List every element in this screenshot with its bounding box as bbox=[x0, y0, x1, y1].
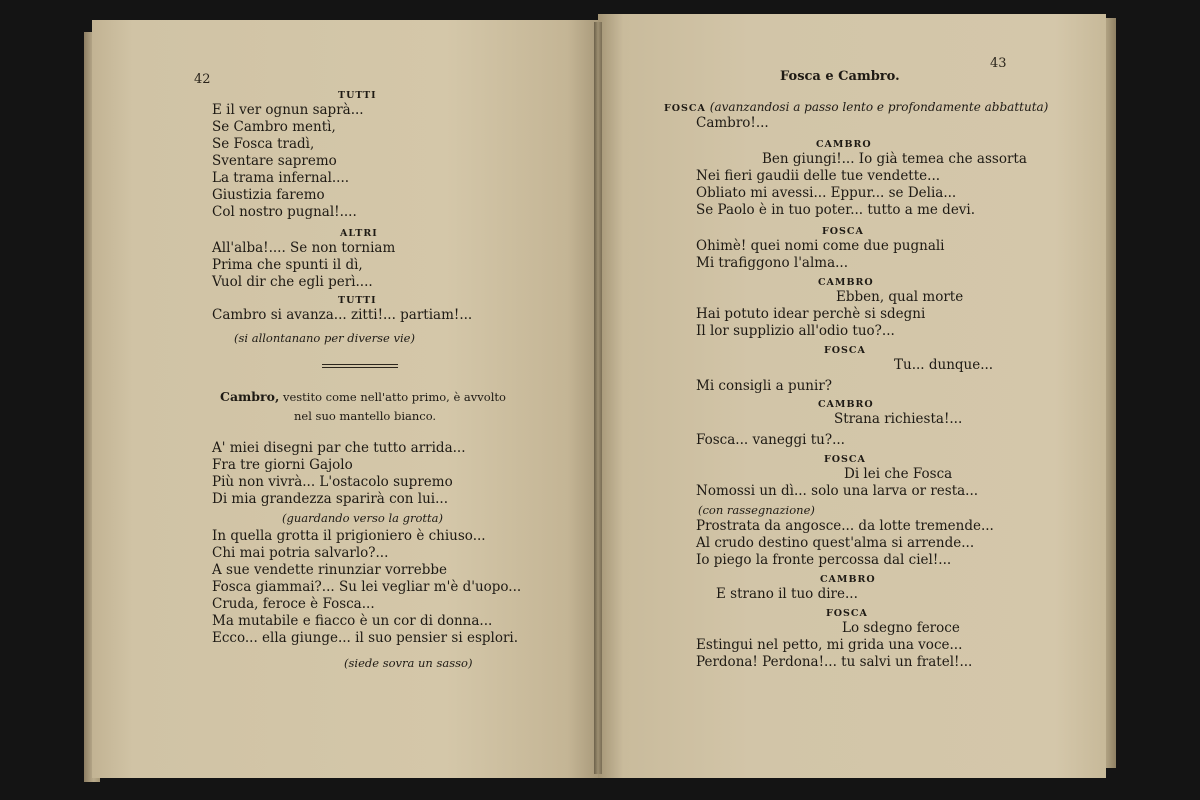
verse-line: A sue vendette rinunziar vorrebbe bbox=[212, 562, 448, 578]
verse-line: Se Fosca tradì, bbox=[212, 136, 315, 152]
section-separator bbox=[212, 364, 592, 370]
speaker-label: CAMBRO bbox=[818, 399, 874, 410]
speaker-label: FOSCA bbox=[824, 345, 866, 356]
verse-line: Ohimè! quei nomi come due pugnali bbox=[696, 238, 945, 254]
verse-line: Mi consigli a punir? bbox=[696, 378, 833, 394]
verse-line: Ebben, qual morte bbox=[836, 289, 964, 305]
verse-line: Tu... dunque... bbox=[894, 357, 994, 373]
verse-line: Fosca giammai?... Su lei vegliar m'è d'uopo... bbox=[212, 579, 522, 595]
verse-line: Prostrata da angosce... da lotte tremende... bbox=[696, 518, 994, 534]
speaker-label: FOSCA bbox=[824, 454, 866, 465]
scene-character: Cambro, bbox=[220, 389, 280, 404]
verse-line: Obliato mi avessi... Eppur... se Delia... bbox=[696, 185, 957, 201]
verse-line: Hai potuto idear perchè si sdegni bbox=[696, 306, 926, 322]
verse-line: Io piego la fronte percossa dal ciel!... bbox=[696, 552, 952, 568]
verse-line: Cruda, feroce è Fosca... bbox=[212, 596, 375, 612]
verse-line: Vuol dir che egli perì.... bbox=[212, 274, 373, 290]
stage-direction: (avanzandosi a passo lento e profondamente abbattuta) bbox=[709, 100, 1049, 114]
verse-line: Più non vivrà... L'ostacolo supremo bbox=[212, 474, 453, 490]
verse-line: Di lei che Fosca bbox=[844, 466, 953, 482]
verse-line: Chi mai potria salvarlo?... bbox=[212, 545, 389, 561]
speaker-label: FOSCA bbox=[826, 608, 868, 619]
verse-line: In quella grotta il prigioniero è chiuso... bbox=[212, 528, 486, 544]
verse-line: Mi trafiggono l'alma... bbox=[696, 255, 849, 271]
verse-line: Perdona! Perdona!... tu salvi un fratel!... bbox=[696, 654, 973, 670]
verse-line: Se Paolo è in tuo poter... tutto a me devi. bbox=[696, 202, 976, 218]
verse-line: A' miei disegni par che tutto arrida... bbox=[212, 440, 466, 456]
verse-line: Fosca... vaneggi tu?... bbox=[696, 432, 845, 448]
verse-line: Nei fieri gaudii delle tue vendette... bbox=[696, 168, 941, 184]
speaker-with-direction bbox=[664, 98, 1084, 115]
stage-direction: (con rassegnazione) bbox=[698, 503, 815, 517]
speaker-label: TUTTI bbox=[338, 295, 377, 306]
verse-line: Cambro!... bbox=[696, 115, 769, 131]
right-page-text bbox=[664, 68, 1084, 671]
verse-line: E strano il tuo dire... bbox=[716, 586, 858, 602]
verse-line: Fra tre giorni Gajolo bbox=[212, 457, 353, 473]
scene-description-line: nel suo mantello bianco. bbox=[294, 409, 437, 423]
verse-line: Cambro si avanza... zitti!... partiam!... bbox=[212, 307, 473, 323]
scene-heading bbox=[220, 388, 592, 408]
speaker-label: CAMBRO bbox=[818, 277, 874, 288]
stage-direction: (si allontanano per diverse vie) bbox=[234, 331, 415, 345]
speaker-label: FOSCA bbox=[822, 226, 864, 237]
page-number: 43 bbox=[990, 56, 1007, 71]
stage-direction: (guardando verso la grotta) bbox=[282, 511, 444, 525]
speaker-label: CAMBRO bbox=[820, 574, 876, 585]
verse-line: All'alba!.... Se non torniam bbox=[212, 240, 396, 256]
left-page-text bbox=[212, 86, 592, 673]
verse-line: Ben giungi!... Io già temea che assorta bbox=[762, 151, 1027, 167]
verse-line: Ma mutabile e fiacco è un cor di donna... bbox=[212, 613, 493, 629]
verse-line: Sventare sapremo bbox=[212, 153, 337, 169]
speaker-label: FOSCA bbox=[664, 103, 706, 114]
scene-description: vestito come nell'atto primo, è avvolto bbox=[282, 390, 506, 404]
verse-line: Lo sdegno feroce bbox=[842, 620, 960, 636]
verse-line: Ecco... ella giunge... il suo pensier si esplori. bbox=[212, 630, 519, 646]
right-page bbox=[598, 14, 1106, 778]
page-number: 42 bbox=[194, 72, 211, 87]
verse-line: Giustizia faremo bbox=[212, 187, 325, 203]
left-page bbox=[92, 20, 598, 778]
verse-line: Estingui nel petto, mi grida una voce... bbox=[696, 637, 963, 653]
verse-line: Di mia grandezza sparirà con lui... bbox=[212, 491, 448, 507]
speaker-label: TUTTI bbox=[338, 90, 377, 101]
verse-line: Nomossi un dì... solo una larva or resta... bbox=[696, 483, 979, 499]
verse-line: Prima che spunti il dì, bbox=[212, 257, 363, 273]
stage-direction: (siede sovra un sasso) bbox=[344, 656, 473, 670]
book-gutter bbox=[594, 22, 602, 774]
scene-title: Fosca e Cambro. bbox=[780, 69, 900, 84]
verse-line: Se Cambro mentì, bbox=[212, 119, 336, 135]
verse-line: E il ver ognun saprà... bbox=[212, 102, 364, 118]
speaker-label: CAMBRO bbox=[816, 139, 872, 150]
verse-line: Al crudo destino quest'alma si arrende... bbox=[696, 535, 975, 551]
verse-line: Il lor supplizio all'odio tuo?... bbox=[696, 323, 895, 339]
verse-line: Col nostro pugnal!.... bbox=[212, 204, 357, 220]
speaker-label: ALTRI bbox=[340, 228, 378, 239]
verse-line: Strana richiesta!... bbox=[834, 411, 963, 427]
verse-line: La trama infernal.... bbox=[212, 170, 350, 186]
